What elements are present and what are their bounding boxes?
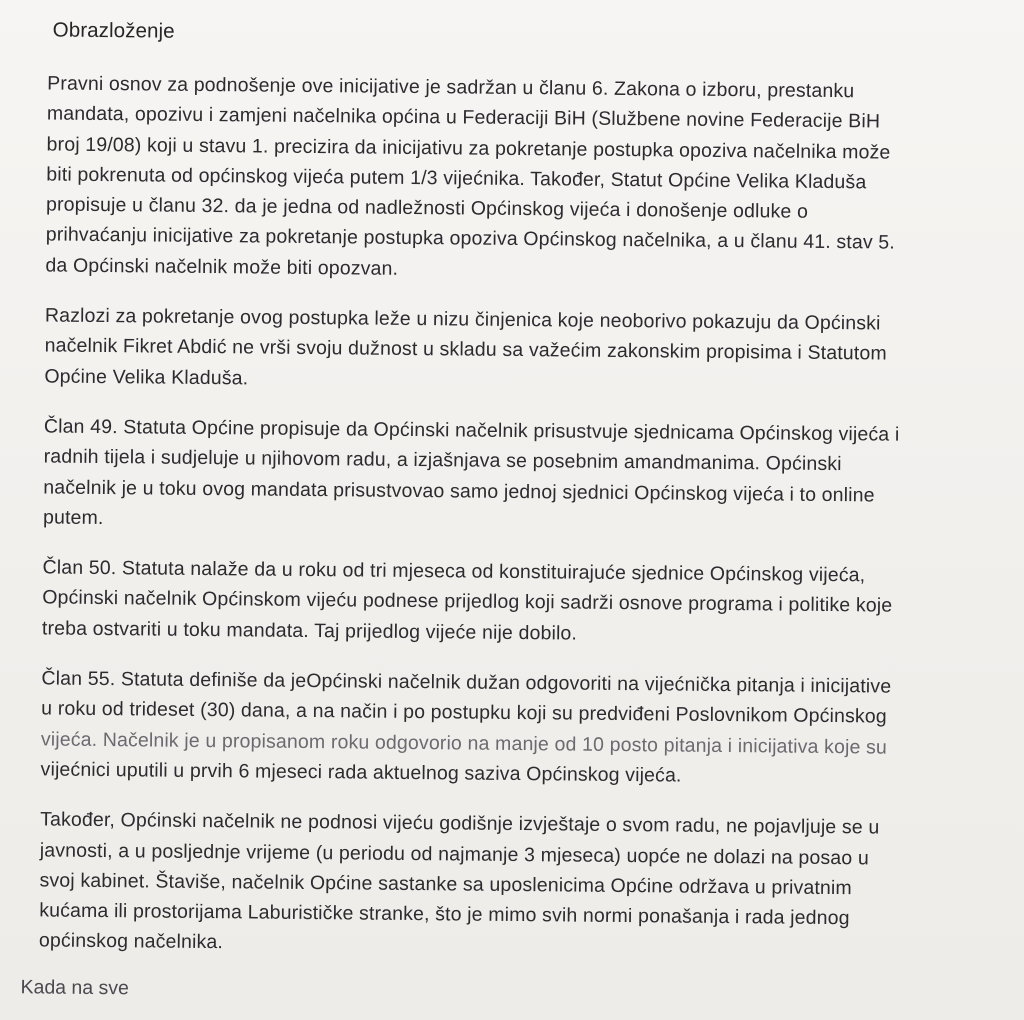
text-line-faded: vijeća. Načelnik je u propisanom roku odgovorio na manje od 10 posto pitanja i inicijativa koje su <box>40 728 888 759</box>
text-line: Razlozi za pokretanje ovog postupka leže u nizu činjenica koje neoborivo pokazuju da Općinski <box>44 304 881 335</box>
paragraph-article-49 <box>0 411 984 542</box>
cut-off-line: Kada na sve <box>20 975 130 1000</box>
text-line: broj 19/08) koji u stavu 1. precizira da inicijativu za pokretanje postupka opoziva načelnika može <box>46 133 891 164</box>
text-line: svoj kabinet. Štaviše, načelnik Općine sastanke sa uposlenicima Općine održava u privatnim <box>39 869 852 900</box>
paragraph-article-50 <box>0 552 983 652</box>
text-line: Općinski načelnik Općinskom vijeću podnese prijedlog koji sadrži osnove programa i politike koje <box>42 586 893 618</box>
text-line: kućama ili prostorijama Laburističke stranke, što je mimo svih normi ponašanja i rada jednog <box>39 899 850 930</box>
text-line: općinskog načelnika. <box>38 929 224 954</box>
text-line: načelnik je u toku ovog mandata prisustvovao samo jednoj sjednici Općinskog vijeća i to online <box>43 476 875 506</box>
text-line: propisuje u članu 32. da je jedna od nadležnosti Općinskog vijeća i donošenje odluke o <box>45 193 809 223</box>
text-line: mandata, opozivu i zamjeni načelnika općina u Federaciji BiH (Službene novine Federacije BiH <box>46 102 881 133</box>
text-line: Također, Općinski načelnik ne podnosi vijeću godišnje izvještaje o svom radu, ne pojavljuje se u <box>40 808 880 839</box>
text-line: treba ostvariti u toku mandata. Taj prijedlog vijeće nije dobilo. <box>41 617 578 645</box>
text-line: Član 50. Statuta nalaže da u roku od tri mjeseca od konstituirajuće sjednice Općinskog vijeća, <box>42 556 866 587</box>
text-line: biti pokrenuta od općinskog vijeća putem 1/3 vijećnika. Također, Statut Općine Velika Kladuša <box>46 163 867 194</box>
paragraph-additional <box>0 804 980 965</box>
paragraph-reasons <box>0 300 985 400</box>
paragraph-article-55 <box>0 663 982 794</box>
text-line: prihvaćanju inicijative za pokretanje postupka opoziva Općinskog načelnika, a u članu 41. stav 5. <box>45 223 896 255</box>
text-line: Član 49. Statuta Općine propisuje da Općinski načelnik prisustvuje sjednicama Općinskog vijeća i <box>43 415 900 446</box>
text-line: javnosti, a u posljednje vrijeme (u periodu od najmanje 3 mjeseca) uopće ne dolazi na posao u <box>39 838 870 869</box>
text-line: da Općinski načelnik može biti opozvan. <box>45 254 399 280</box>
text-line: u roku od trideset (30) dana, a na način i po postupku koji su predviđeni Poslovnikom Općinskog <box>41 697 887 728</box>
text-line: putem. <box>42 506 104 529</box>
text-line: Općine Velika Kladuša. <box>44 365 249 390</box>
document-heading: Obrazloženje <box>52 18 175 43</box>
text-line: Pravni osnov za podnošenje ove inicijative je sadržan u članu 6. Zakona o izboru, prestanku <box>47 72 855 103</box>
text-line: načelnik Fikret Abdić ne vrši svoju dužnost u skladu sa važećim zakonskim propisima i Statutom <box>44 334 887 365</box>
text-line: radnih tijela i sudjeluje u njihovom radu, a izjašnjava se posebnim amandmanima. Općinski <box>43 445 842 476</box>
text-line: Član 55. Statuta definiše da jeOpćinski načelnik dužan odgovoriti na vijećnička pitanja i inicijative <box>41 667 892 698</box>
paragraph-legal-basis <box>0 68 987 290</box>
text-line: vijećnici uputili u prvih 6 mjeseci rada aktuelnog saziva Općinskog vijeća. <box>40 758 682 787</box>
